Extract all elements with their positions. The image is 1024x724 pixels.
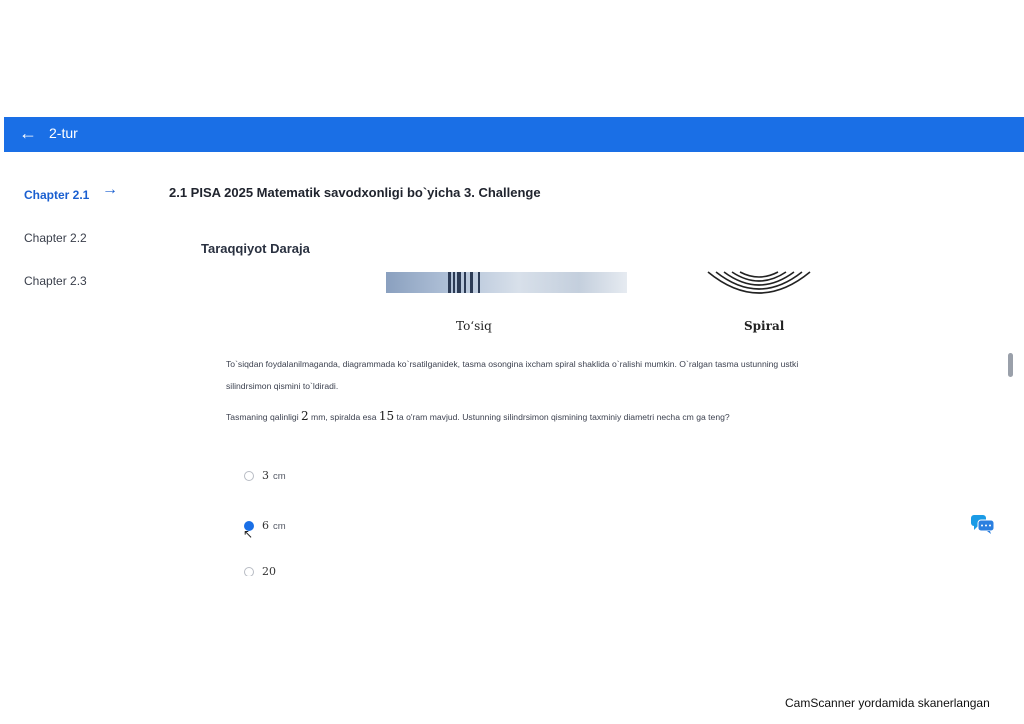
- arrow-left-icon[interactable]: ←: [19, 123, 37, 143]
- turns-value: 15: [378, 409, 395, 423]
- lesson-title: 2.1 PISA 2025 Matematik savodxonligi bo`yicha 3. Challenge: [169, 185, 541, 200]
- paragraph-line: To`siqdan foydalanilmaganda, diagrammada ko`rsatilganidek, tasma osongina ixcham spiral shaklida o`ralishi mumkin. O`ralgan tasma ustunning ustki: [226, 359, 799, 369]
- question-part: ta o'ram mavjud. Ustunning silindrsimon qismining taxminiy diametri necha cm ga teng?: [396, 412, 730, 422]
- app-screen: [4, 117, 1024, 576]
- option-value: 20: [262, 565, 276, 576]
- mouse-cursor-icon: ↖: [243, 527, 254, 541]
- option-value: 6: [262, 519, 269, 532]
- radio-button[interactable]: [244, 567, 254, 576]
- spiral-image: [704, 270, 814, 296]
- barrier-caption: To‘siq: [456, 319, 492, 333]
- paragraph-line: silindrsimon qismini to`ldiradi.: [226, 381, 339, 391]
- question-part: mm, spiralda esa: [311, 412, 377, 422]
- page-title: 2-tur: [49, 125, 78, 141]
- answer-option[interactable]: [244, 469, 286, 482]
- question-part: Tasmaning qalinligi: [226, 412, 299, 422]
- scrollbar-thumb[interactable]: [1008, 353, 1013, 377]
- section-title: Taraqqiyot Daraja: [201, 241, 310, 256]
- sidebar-item-chapter-2-1[interactable]: Chapter 2.1: [24, 188, 90, 202]
- radio-button[interactable]: [244, 471, 254, 481]
- sidebar-item-chapter-2-3[interactable]: Chapter 2.3: [24, 274, 87, 288]
- answer-option[interactable]: [244, 565, 280, 576]
- sidebar-item-chapter-2-2[interactable]: Chapter 2.2: [24, 231, 87, 245]
- top-bar: [4, 117, 1024, 152]
- barrier-image: [386, 272, 627, 293]
- option-unit: cm: [273, 521, 286, 532]
- spiral-caption: Spiral: [744, 319, 785, 333]
- arrow-right-icon: →: [102, 181, 118, 198]
- option-value: 3: [262, 469, 269, 482]
- option-unit: cm: [273, 471, 286, 482]
- chat-bubbles-icon[interactable]: [970, 513, 996, 535]
- scanner-watermark: CamScanner yordamida skanerlangan: [785, 696, 990, 710]
- chapter-sidebar: [4, 152, 154, 576]
- thickness-value: 2: [301, 409, 309, 423]
- lesson-content: [154, 152, 1009, 576]
- question-text: [226, 410, 730, 424]
